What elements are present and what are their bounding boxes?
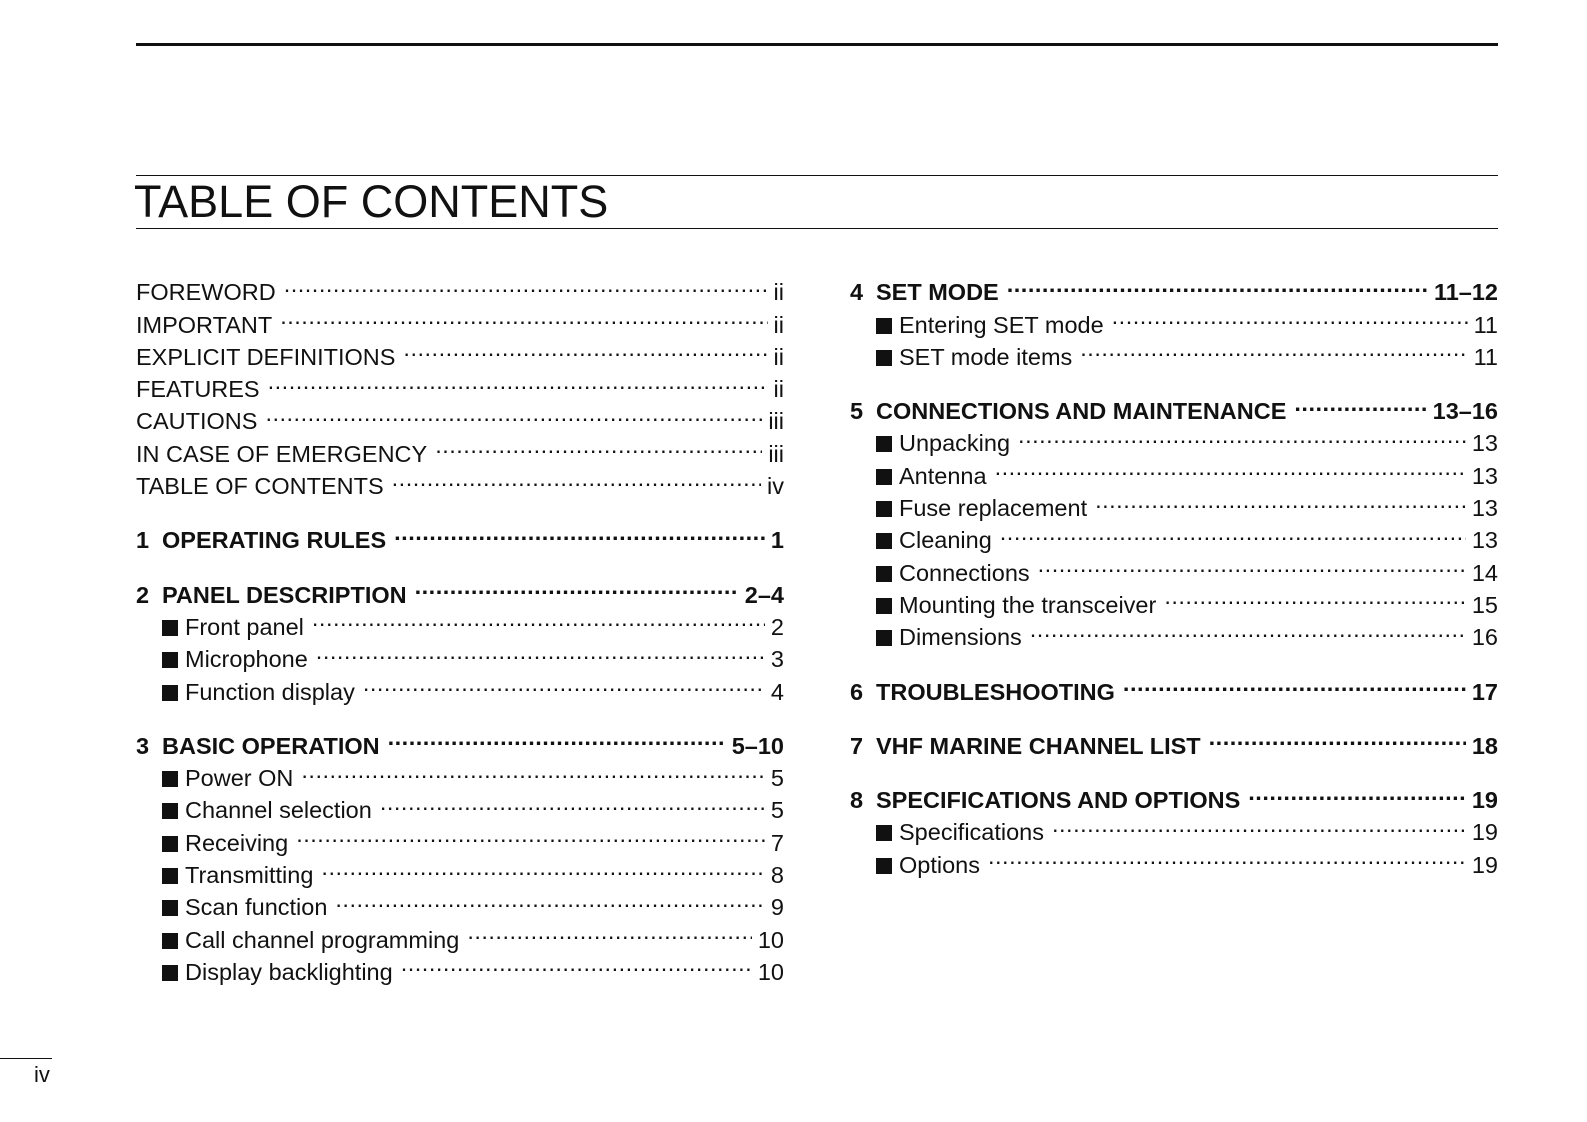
section-page: 13–16	[1432, 398, 1498, 425]
dot-leader	[363, 667, 765, 699]
toc-entry-page: iii	[768, 440, 784, 467]
subentry-label: Receiving	[185, 829, 289, 856]
dot-leader	[265, 397, 762, 429]
section-page: 1	[770, 527, 784, 554]
square-bullet-icon	[162, 868, 178, 884]
toc-entry-label: FEATURES	[136, 376, 260, 403]
section-number: 1	[136, 527, 150, 554]
footer-page-number: iv	[34, 1062, 50, 1087]
toc-entry-page: ii	[773, 279, 784, 306]
dot-leader	[1209, 722, 1466, 754]
dot-leader	[1038, 548, 1466, 580]
toc-entry-page: ii	[773, 311, 784, 338]
dot-leader	[1080, 333, 1467, 365]
section-number: 4	[850, 279, 864, 306]
toc-section[interactable]	[850, 722, 1498, 759]
subentry-label: Scan function	[185, 894, 328, 921]
front-matter-group	[136, 268, 784, 500]
subentry-label: Antenna	[899, 462, 987, 489]
dot-leader	[394, 516, 765, 548]
section-page: 19	[1471, 787, 1498, 814]
dot-leader	[1294, 387, 1426, 419]
square-bullet-icon	[162, 933, 178, 949]
dot-leader	[392, 462, 761, 494]
square-bullet-icon	[876, 598, 892, 614]
subentry-label: Mounting the transceiver	[899, 591, 1157, 618]
section-label: OPERATING RULES	[162, 527, 387, 554]
section-label: PANEL DESCRIPTION	[162, 581, 407, 608]
section-label: SPECIFICATIONS AND OPTIONS	[876, 787, 1241, 814]
subentry-label: Power ON	[185, 765, 294, 792]
section-specifications-options	[850, 776, 1498, 878]
square-bullet-icon	[162, 652, 178, 668]
toc-entry-page: iii	[768, 408, 784, 435]
square-bullet-icon	[876, 318, 892, 334]
section-operating-rules	[136, 516, 784, 554]
toc-right-column	[850, 268, 1498, 895]
dot-leader	[268, 365, 768, 397]
square-bullet-icon	[876, 825, 892, 841]
square-bullet-icon	[162, 965, 178, 981]
square-bullet-icon	[876, 533, 892, 549]
subentry-page: 16	[1471, 624, 1498, 651]
subentry-page: 19	[1471, 851, 1498, 878]
dot-leader	[1248, 776, 1466, 808]
dot-leader	[1030, 613, 1466, 645]
section-page: 2–4	[744, 581, 784, 608]
subentry-label: Channel selection	[185, 797, 372, 824]
section-number: 3	[136, 732, 150, 759]
subentry-label: Function display	[185, 678, 355, 705]
dot-leader	[316, 635, 765, 667]
dot-leader	[415, 570, 739, 602]
subentry-label: Connections	[899, 559, 1030, 586]
section-label: BASIC OPERATION	[162, 732, 380, 759]
section-label: SET MODE	[876, 279, 999, 306]
toc-entry-label: IN CASE OF EMERGENCY	[136, 440, 428, 467]
subentry-page: 19	[1471, 819, 1498, 846]
dot-leader	[1123, 667, 1466, 699]
dot-leader	[995, 451, 1466, 483]
subentry-label: Entering SET mode	[899, 311, 1104, 338]
dot-leader	[388, 722, 726, 754]
subentry-label: Specifications	[899, 819, 1044, 846]
toc-entry-page: ii	[773, 343, 784, 370]
toc-section[interactable]	[136, 722, 784, 759]
dot-leader	[1000, 516, 1466, 548]
section-number: 2	[136, 581, 150, 608]
subentry-label: SET mode items	[899, 343, 1073, 370]
footer-rule	[0, 1058, 52, 1059]
section-number: 7	[850, 732, 864, 759]
square-bullet-icon	[876, 630, 892, 646]
subentry-label: Dimensions	[899, 624, 1022, 651]
square-bullet-icon	[876, 858, 892, 874]
toc-section[interactable]	[850, 776, 1498, 814]
dot-leader	[1018, 419, 1466, 451]
toc-section[interactable]	[136, 570, 784, 608]
toc-section[interactable]	[850, 667, 1498, 705]
toc-entry-label: TABLE OF CONTENTS	[136, 473, 384, 500]
dot-leader	[1164, 581, 1466, 613]
subentry-page: 13	[1471, 462, 1498, 489]
dot-leader	[1052, 808, 1466, 840]
section-connections-maintenance	[850, 387, 1498, 651]
square-bullet-icon	[162, 771, 178, 787]
toc-entry-label: FOREWORD	[136, 279, 276, 306]
section-page: 5–10	[731, 732, 784, 759]
subentry-page: 11	[1473, 311, 1498, 338]
dot-leader	[467, 915, 752, 947]
subentry-label: Cleaning	[899, 527, 992, 554]
section-label: VHF MARINE CHANNEL LIST	[876, 732, 1201, 759]
subentry-label: Call channel programming	[185, 926, 460, 953]
dot-leader	[401, 948, 752, 980]
subentry-page: 14	[1471, 559, 1498, 586]
dot-leader	[312, 603, 765, 635]
subentry-label: Display backlighting	[185, 958, 393, 985]
toc-section[interactable]	[850, 387, 1498, 425]
square-bullet-icon	[162, 685, 178, 701]
dot-leader	[296, 818, 765, 850]
section-number: 6	[850, 678, 864, 705]
toc-entry-label: CAUTIONS	[136, 408, 258, 435]
square-bullet-icon	[162, 836, 178, 852]
toc-entry-page: ii	[773, 376, 784, 403]
dot-leader	[435, 429, 762, 461]
toc-left-column	[136, 268, 784, 1002]
subentry-page: 13	[1471, 430, 1498, 457]
toc-entry[interactable]	[136, 268, 784, 306]
square-bullet-icon	[876, 436, 892, 452]
section-label: CONNECTIONS AND MAINTENANCE	[876, 398, 1287, 425]
subentry-page: 13	[1471, 527, 1498, 554]
title-rule-bottom	[136, 228, 1498, 229]
dot-leader	[280, 300, 767, 332]
square-bullet-icon	[162, 620, 178, 636]
square-bullet-icon	[876, 501, 892, 517]
dot-leader	[1007, 268, 1428, 300]
square-bullet-icon	[162, 803, 178, 819]
subentry-page: 8	[770, 862, 784, 889]
subentry-page: 4	[770, 678, 784, 705]
dot-leader	[380, 786, 765, 818]
section-set-mode	[850, 268, 1498, 370]
subentry-label: Fuse replacement	[899, 495, 1088, 522]
subentry-label: Unpacking	[899, 430, 1011, 457]
section-number: 8	[850, 787, 864, 814]
subentry-label: Options	[899, 851, 980, 878]
dot-leader	[1095, 484, 1466, 516]
section-page: 11–12	[1433, 279, 1498, 306]
toc-section[interactable]	[136, 516, 784, 554]
subentry-label: Transmitting	[185, 862, 314, 889]
top-rule	[136, 43, 1498, 46]
section-number: 5	[850, 398, 864, 425]
dot-leader	[301, 754, 765, 786]
subentry-page: 5	[770, 797, 784, 824]
dot-leader	[335, 883, 765, 915]
subentry-page: 7	[770, 829, 784, 856]
subentry-label: Front panel	[185, 613, 304, 640]
section-page: 17	[1471, 678, 1498, 705]
square-bullet-icon	[876, 566, 892, 582]
subentry-page: 9	[770, 894, 784, 921]
subentry-page: 11	[1473, 343, 1498, 370]
section-panel-description	[136, 570, 784, 705]
dot-leader	[403, 333, 767, 365]
subentry-page: 3	[770, 646, 784, 673]
page-title: TABLE OF CONTENTS	[134, 176, 609, 227]
subentry-page: 15	[1471, 591, 1498, 618]
subentry-page: 2	[770, 613, 784, 640]
section-label: TROUBLESHOOTING	[876, 678, 1115, 705]
square-bullet-icon	[876, 350, 892, 366]
dot-leader	[988, 840, 1466, 872]
toc-entry-page: iv	[767, 473, 784, 500]
dot-leader	[321, 851, 765, 883]
section-page: 18	[1471, 732, 1498, 759]
toc-entry-label: EXPLICIT DEFINITIONS	[136, 343, 396, 370]
square-bullet-icon	[162, 900, 178, 916]
subentry-label: Microphone	[185, 646, 308, 673]
dot-leader	[1112, 300, 1468, 332]
section-basic-operation	[136, 722, 784, 985]
toc-section[interactable]	[850, 268, 1498, 306]
subentry-page: 13	[1471, 495, 1498, 522]
dot-leader	[284, 268, 768, 300]
square-bullet-icon	[876, 469, 892, 485]
subentry-page: 10	[757, 958, 784, 985]
subentry-page: 5	[770, 765, 784, 792]
section-channel-list	[850, 722, 1498, 759]
toc-entry-label: IMPORTANT	[136, 311, 273, 338]
section-troubleshooting	[850, 667, 1498, 705]
subentry-page: 10	[757, 926, 784, 953]
